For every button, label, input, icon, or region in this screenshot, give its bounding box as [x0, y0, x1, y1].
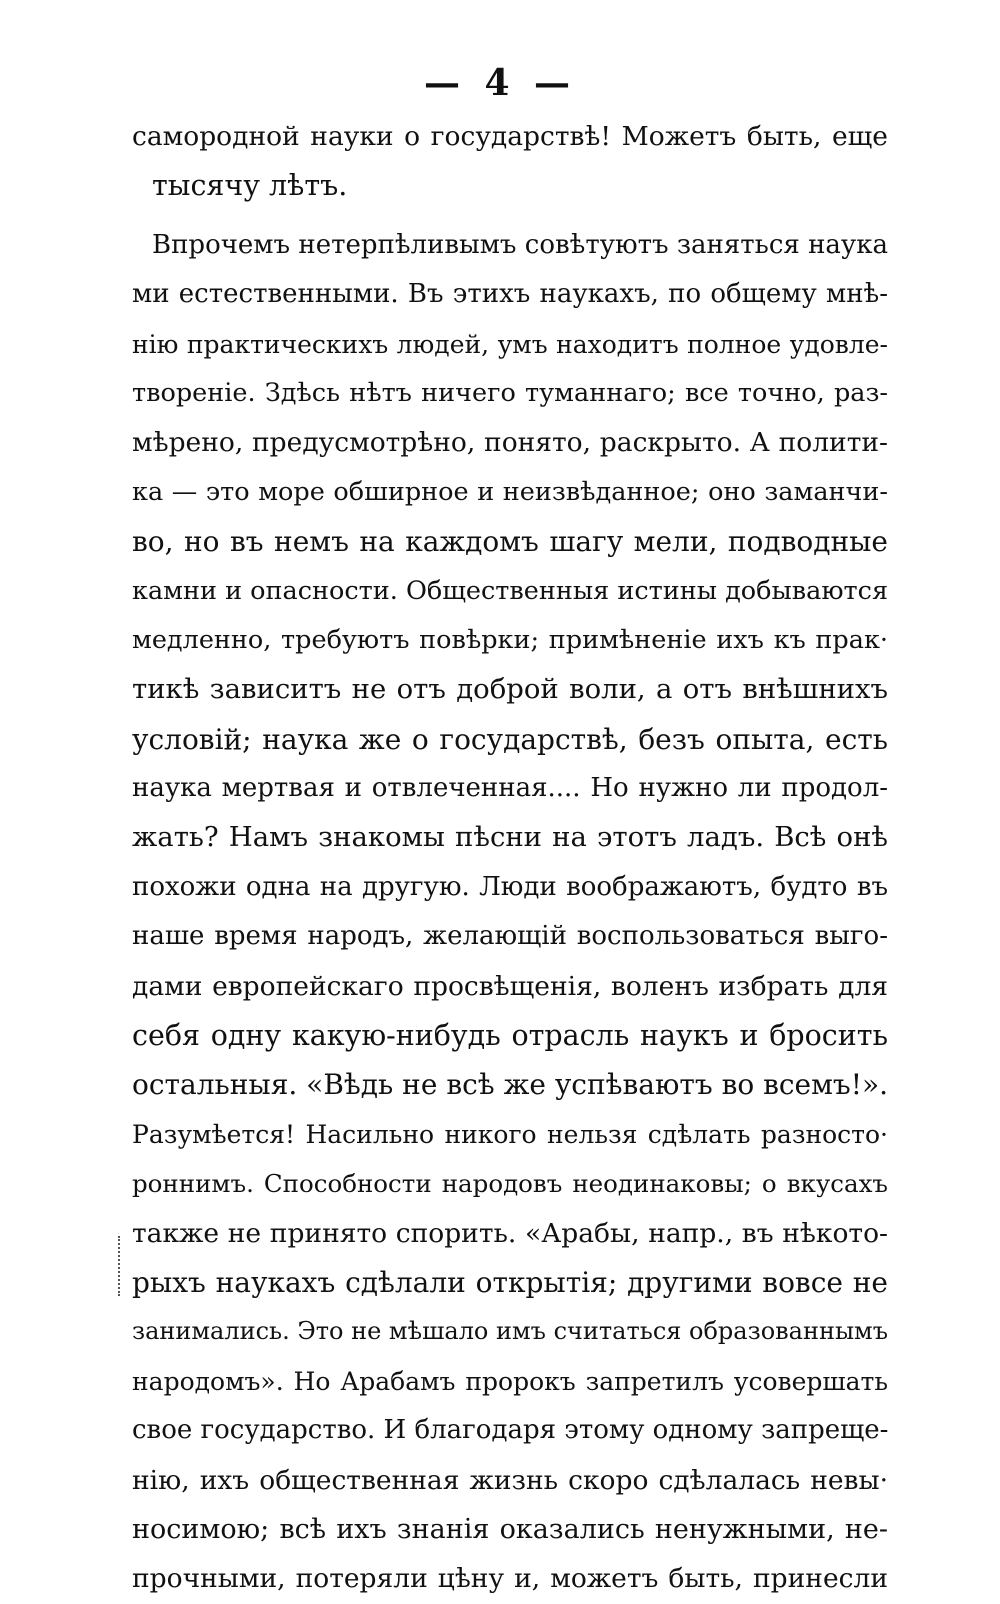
- text-line: медленно, требуютъ повѣрки; примѣненіе ихъ къ прак·: [132, 624, 888, 655]
- text-line: нію практическихъ людей, умъ находитъ полное удовле-: [132, 329, 888, 359]
- text-line: прочными, потеряли цѣну и, можетъ быть, принесли: [132, 1563, 888, 1595]
- text-line: дами европейскаго просвѣщенія, воленъ избрать для: [132, 970, 888, 1002]
- text-line: носимою; всѣ ихъ знанія оказались ненужными, не-: [132, 1513, 888, 1545]
- text-line: ми естественными. Въ этихъ наукахъ, по общему мнѣ-: [132, 279, 888, 310]
- text-line: камни и опасности. Общественныя истины добываются: [132, 575, 889, 606]
- text-line: наука мертвая и отвлеченная.... Но нужно ли продол-: [132, 773, 888, 804]
- text-line: свое государство. И благодаря этому одному запреще-: [132, 1415, 889, 1446]
- text-line: остальныя. «Вѣдь не всѣ же успѣваютъ во всемъ!».: [132, 1068, 888, 1102]
- text-line: наше время народъ, желающій воспользоваться выго-: [132, 921, 888, 952]
- text-line: тысячу лѣтъ.: [152, 169, 348, 203]
- margin-mark: [118, 1236, 123, 1296]
- text-line: занимались. Это не мѣшало имъ считаться образованнымъ: [132, 1317, 888, 1346]
- text-line: также не принято спорить. «Арабы, напр., въ нѣкото-: [132, 1217, 888, 1249]
- text-line: жать? Намъ знакомы пѣсни на этотъ ладъ. Всѣ онѣ: [132, 821, 888, 854]
- text-line: мѣрено, предусмотрѣно, понято, раскрыто. А полити-: [132, 427, 888, 459]
- text-line: роннимъ. Способности народовъ неодинаковы; о вкусахъ: [132, 1169, 888, 1199]
- text-line: народомъ». Но Арабамъ пророкъ запретилъ усовершать: [132, 1366, 888, 1396]
- text-line: условій; наука же о государствѣ, безъ опыта, есть: [132, 722, 888, 756]
- body-text: [132, 112, 888, 1604]
- paragraph-first-line: Впрочемъ нетерпѣливымъ совѣтуютъ заняться наука: [152, 229, 888, 260]
- text-line: твореніе. Здѣсь нѣтъ ничего туманнаго; все точно, раз-: [132, 377, 888, 408]
- page-number: — 4 —: [423, 62, 577, 104]
- text-line: похожи одна на другую. Люди воображаютъ, будто въ: [132, 871, 888, 902]
- text-line: ка — это море обширное и неизвѣданное; оно заманчи-: [132, 476, 888, 507]
- text-line: рыхъ наукахъ сдѣлали открытія; другими вовсе не: [132, 1265, 888, 1299]
- text-line: себя одну какую-нибудь отрасль наукъ и бросить: [132, 1019, 888, 1053]
- text-line: самородной науки о государствѣ! Можетъ быть, еще: [132, 121, 888, 152]
- text-line: Разумѣется! Насильно никого нельзя сдѣлать разносто·: [132, 1119, 888, 1149]
- text-line: нію, ихъ общественная жизнь скоро сдѣлалась невы·: [132, 1464, 888, 1496]
- text-line: во, но въ немъ на каждомъ шагу мели, подводные: [132, 525, 888, 559]
- text-line: тикѣ зависитъ не отъ доброй воли, а отъ внѣшнихъ: [132, 673, 888, 706]
